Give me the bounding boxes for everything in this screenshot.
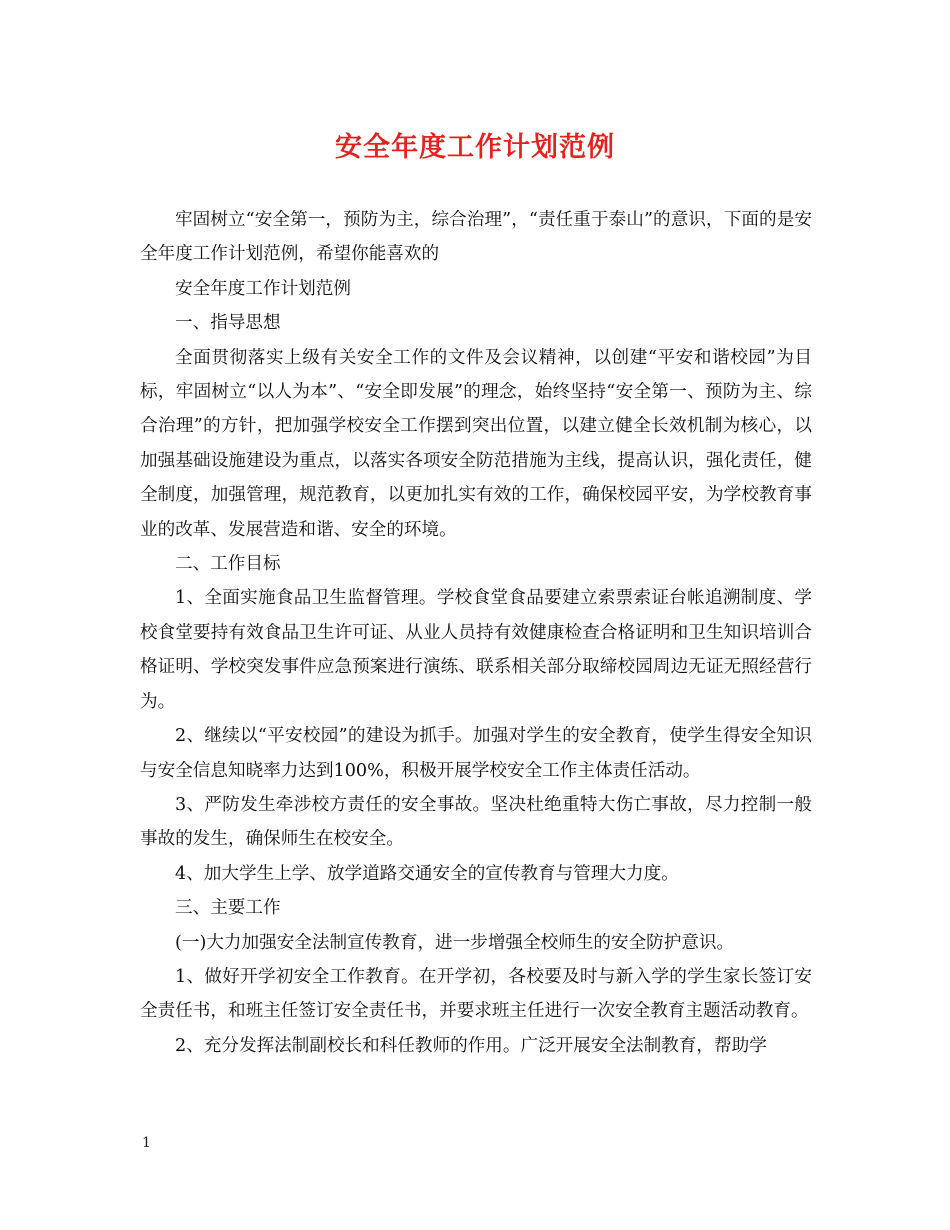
subtitle-paragraph: 安全年度工作计划范例	[175, 278, 351, 299]
main-work-item-1: 1、做好开学初安全工作教育。在开学初，各校要及时与新入学的学生家长签订安全责任书，和班主任签订安全责任书，并要求班主任进行一次安全教育主题活动教育。	[140, 966, 812, 1022]
section-heading-main-work: 三、主要工作	[175, 898, 281, 919]
main-work-subheading-1: (一)大力加强安全法制宣传教育，进一步增强全校师生的安全防护意识。	[175, 932, 735, 953]
document-title: 安全年度工作计划范例	[335, 132, 615, 163]
document-body	[140, 203, 812, 1063]
intro-paragraph: 牢固树立“安全第一，预防为主，综合治理”，“责任重于泰山”的意识，下面的是安全年度工作计划范例，希望你能喜欢的	[140, 210, 812, 265]
goal-item-2: 2、继续以“平安校园”的建设为抓手。加强对学生的安全教育，使学生得安全知识与安全信息知晓率力达到100%，积极开展学校安全工作主体责任活动。	[140, 726, 812, 781]
goal-item-3: 3、严防发生牵涉校方责任的安全事故。坚决杜绝重特大伤亡事故，尽力控制一般事故的发生，确保师生在校安全。	[140, 794, 812, 850]
main-work-item-2: 2、充分发挥法制副校长和科任教师的作用。广泛开展安全法制教育，帮助学	[175, 1035, 767, 1056]
goal-item-1: 1、全面实施食品卫生监督管理。学校食堂食品要建立索票索证台帐追溯制度、学校食堂要持有效食品卫生许可证、从业人员持有效健康检查合格证明和卫生知识培训合格证明、学校突发事件应急预案进行演练、联系相关部分取缔校园周边无证无照经营行为。	[140, 588, 812, 712]
guiding-ideology-paragraph: 全面贯彻落实上级有关安全工作的文件及会议精神，以创建“平安和谐校园”为目标，牢固树立“以人为本”、“安全即发展”的理念，始终坚持“安全第一、预防为主、综合治理”的方针，把加强学校安全工作摆到突出位置，以建立健全长效机制为核心，以加强基础设施建设为重点，以落实各项安全防范措施为主线，提高认识，强化责任，健全制度，加强管理，规范教育，以更加扎实有效的工作，确保校园平安，为学校教育事业的改革、发展营造和谐、安全的环境。	[140, 347, 812, 540]
goal-item-4: 4、加大学生上学、放学道路交通安全的宣传教育与管理大力度。	[175, 863, 679, 884]
page-number: 1	[142, 1135, 151, 1151]
section-heading-guiding-ideology: 一、指导思想	[175, 313, 281, 334]
section-heading-work-goals: 二、工作目标	[175, 554, 281, 575]
